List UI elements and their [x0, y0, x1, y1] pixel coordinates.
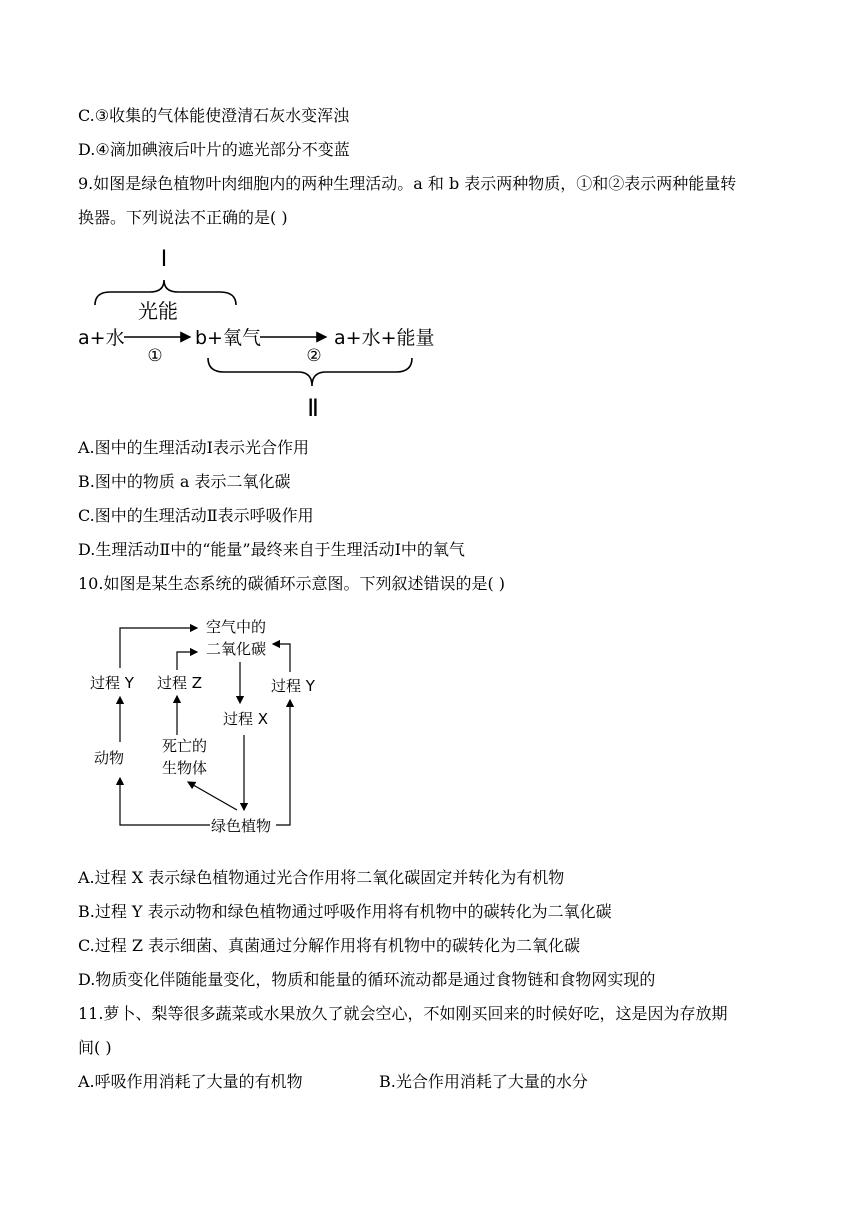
question-10-option-c[interactable]: C.过程 Z 表示细菌、真菌通过分解作用将有机物中的碳转化为二氧化碳: [78, 936, 581, 955]
question-11-option-b[interactable]: B.光合作用消耗了大量的水分: [379, 1072, 588, 1091]
right-products: a+水+能量: [334, 327, 435, 349]
question-9-option-b[interactable]: B.图中的物质 a 表示二氧化碳: [78, 472, 291, 491]
question-9-option-c[interactable]: C.图中的生理活动Ⅱ表示呼吸作用: [78, 506, 314, 525]
mid-products: b+氧气: [195, 327, 261, 349]
question-9-stem: 9.如图是绿色植物叶肉细胞内的两种生理活动。a 和 b 表示两种物质，①和②表示两种能量转: [78, 174, 737, 193]
arrow-plant-to-processY-right: [276, 700, 290, 825]
question-11-stem-cont: 间( ): [78, 1038, 112, 1057]
air-co2-line1: 空气中的: [205, 618, 267, 636]
question-9-option-a[interactable]: A.图中的生理活动Ⅰ表示光合作用: [78, 438, 309, 457]
dead-organisms-line1: 死亡的: [162, 737, 208, 755]
circle-1: ①: [147, 346, 163, 366]
animal-label: 动物: [94, 749, 125, 767]
line-d-option: D.④滴加碘液后叶片的遮光部分不变蓝: [78, 140, 350, 159]
label-roman-I: Ⅰ: [160, 247, 168, 272]
question-10-option-d[interactable]: D.物质变化伴随能量变化，物质和能量的循环流动都是通过食物链和食物网实现的: [78, 970, 656, 989]
air-co2-line2: 二氧化碳: [205, 640, 267, 658]
light-energy-label: 光能: [138, 299, 178, 323]
arrow-processY-to-co2-left: [120, 628, 197, 668]
process-x: 过程 X: [223, 710, 269, 728]
label-roman-II: Ⅱ: [307, 394, 319, 422]
left-reactants: a+水: [78, 327, 125, 349]
line-c-option: C.③收集的气体能使澄清石灰水变浑浊: [78, 106, 350, 125]
process-y-right: 过程 Y: [271, 677, 315, 695]
arrow-processY-right-to-co2: [273, 644, 290, 672]
question-10-stem: 10.如图是某生态系统的碳循环示意图。下列叙述错误的是( ): [78, 574, 506, 593]
process-z: 过程 Z: [157, 674, 203, 692]
question-9-option-d[interactable]: D.生理活动Ⅱ中的“能量”最终来自于生理活动Ⅰ中的氧气: [78, 540, 465, 559]
arrow-processZ-to-co2: [177, 652, 197, 670]
green-plant-label: 绿色植物: [210, 817, 272, 835]
question-10-option-a[interactable]: A.过程 X 表示绿色植物通过光合作用将二氧化碳固定并转化为有机物: [78, 868, 565, 887]
arrow-plant-to-dead: [188, 782, 237, 810]
arrow-plant-to-animal: [120, 778, 210, 825]
dead-organisms-line2: 生物体: [162, 759, 208, 777]
process-y-left: 过程 Y: [90, 674, 134, 692]
circle-2: ②: [306, 346, 322, 366]
question-11-stem: 11.萝卜、梨等很多蔬菜或水果放久了就会空心，不如刚买回来的时候好吃，这是因为存放期: [78, 1004, 728, 1023]
question-11-option-a[interactable]: A.呼吸作用消耗了大量的有机物: [78, 1072, 303, 1091]
question-10-option-b[interactable]: B.过程 Y 表示动物和绿色植物通过呼吸作用将有机物中的碳转化为二氧化碳: [78, 902, 612, 921]
question-9-stem-cont: 换器。下列说法不正确的是( ): [78, 208, 288, 227]
